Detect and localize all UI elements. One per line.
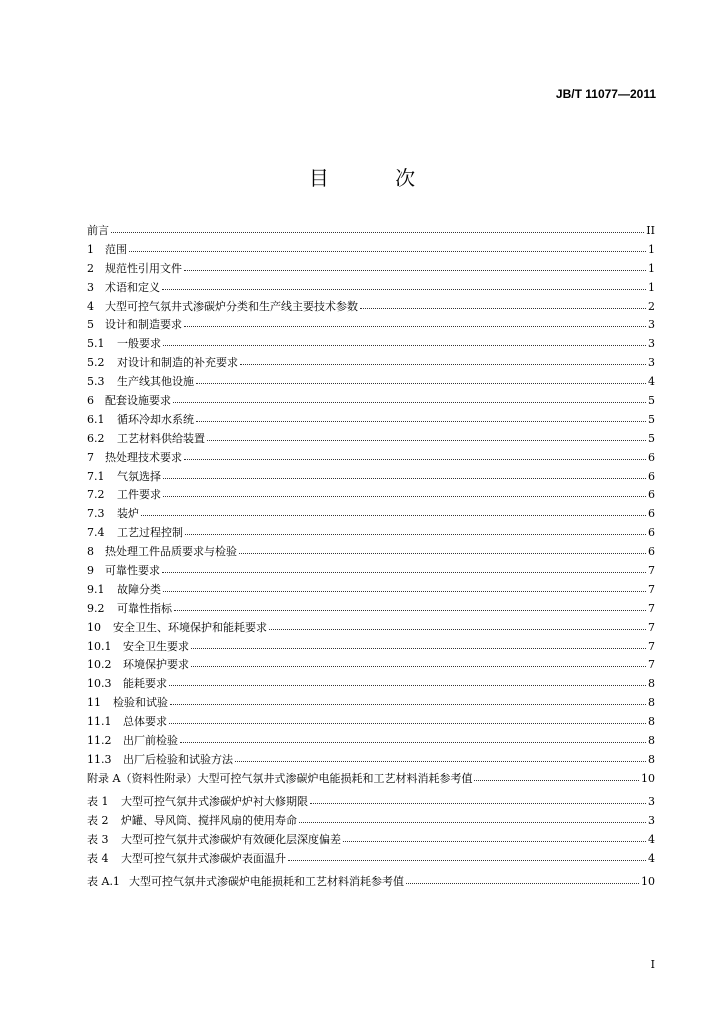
- toc-entry-label: [87, 581, 161, 600]
- toc-dot-leader: [191, 654, 646, 667]
- toc-dot-leader: [163, 466, 646, 479]
- toc-dot-leader: [184, 258, 646, 271]
- toc-entry-text: 大型可控气氛井式渗碳炉分类和生产线主要技术参数: [105, 299, 358, 313]
- toc-entry-label: [87, 793, 308, 812]
- toc-dot-leader: [185, 522, 646, 535]
- toc-entry[interactable]: [87, 750, 655, 769]
- toc-title: 目 次: [308, 166, 446, 190]
- toc-entry-text: 炉罐、导风筒、搅拌风扇的使用寿命: [121, 814, 297, 828]
- toc-entry-text: 总体要求: [123, 715, 167, 729]
- toc-entry-number: 10.2: [87, 658, 112, 672]
- toc-entry-page: 3: [648, 337, 655, 351]
- toc-entry[interactable]: [87, 561, 655, 580]
- toc-entry-page: 10: [641, 771, 655, 785]
- toc-entry-page: 6: [648, 450, 655, 464]
- toc-entry-text: 附录 A（资料性附录）大型可控气氛井式渗碳炉电能损耗和工艺材料消耗参考值: [87, 771, 473, 785]
- toc-list: [87, 221, 655, 891]
- toc-dot-leader: [343, 829, 646, 842]
- toc-dot-leader: [474, 768, 639, 781]
- toc-entry-text: 大型可控气氛井式渗碳炉电能损耗和工艺材料消耗参考值: [129, 875, 404, 889]
- toc-entry-text: 可靠性指标: [117, 601, 172, 615]
- toc-entry-page: 8: [648, 752, 655, 766]
- toc-entry-text: 安全卫生要求: [123, 639, 189, 653]
- toc-entry[interactable]: [87, 221, 655, 240]
- toc-entry-label: [87, 812, 297, 831]
- toc-dot-leader: [288, 848, 646, 861]
- toc-entry-text: 出厂后检验和试验方法: [123, 752, 233, 766]
- toc-entry[interactable]: [87, 448, 655, 467]
- toc-entry-page: 2: [648, 299, 655, 313]
- toc-entry-text: 大型可控气氛井式渗碳炉表面温升: [121, 851, 286, 865]
- toc-dot-leader: [360, 296, 646, 309]
- toc-entry-label: [87, 411, 194, 430]
- toc-entry[interactable]: [87, 769, 655, 788]
- toc-entry[interactable]: [87, 315, 655, 334]
- toc-entry-page: 3: [648, 356, 655, 370]
- toc-entry[interactable]: [87, 811, 655, 830]
- toc-entry-text: 前言: [87, 224, 109, 237]
- toc-entry-page: 7: [648, 564, 655, 578]
- toc-entry-text: 规范性引用文件: [105, 261, 182, 275]
- toc-entry[interactable]: [87, 693, 655, 712]
- toc-entry-text: 设计和制造要求: [105, 318, 182, 332]
- toc-entry-page: 3: [648, 814, 655, 828]
- toc-entry[interactable]: [87, 259, 655, 278]
- toc-entry-page: 1: [648, 280, 655, 294]
- toc-dot-leader: [184, 447, 646, 460]
- toc-entry-label: [87, 638, 189, 657]
- toc-entry-text: 配套设施要求: [105, 394, 171, 408]
- toc-entry-label: [87, 524, 183, 543]
- toc-dot-leader: [240, 352, 646, 365]
- toc-entry-page: 1: [648, 261, 655, 275]
- standard-code: JB/T 11077—2011: [555, 87, 656, 101]
- toc-entry-number: 3: [87, 280, 94, 294]
- toc-entry-text: 大型可控气氛井式渗碳炉有效硬化层深度偏差: [121, 833, 341, 846]
- toc-entry-number: 7.3: [87, 507, 105, 521]
- toc-entry-label: [87, 392, 171, 411]
- toc-entry-text: 热处理技术要求: [105, 450, 182, 464]
- toc-dot-leader: [239, 541, 646, 554]
- toc-entry-label: [87, 751, 233, 770]
- toc-entry-page: 3: [648, 318, 655, 332]
- toc-entry[interactable]: [87, 830, 655, 849]
- toc-entry-label: [87, 713, 167, 732]
- toc-dot-leader: [170, 692, 646, 705]
- toc-entry-text: 检验和试验: [113, 696, 168, 710]
- toc-entry[interactable]: [87, 580, 655, 599]
- toc-entry-text: 对设计和制造的补充要求: [117, 356, 238, 370]
- toc-entry[interactable]: [87, 599, 655, 618]
- toc-dot-leader: [299, 810, 646, 823]
- toc-entry-text: 循环冷却水系统: [117, 412, 194, 426]
- toc-entry-page: 7: [648, 658, 655, 672]
- toc-dot-leader: [163, 579, 646, 592]
- toc-dot-leader: [162, 277, 646, 290]
- toc-dot-leader: [196, 371, 646, 384]
- toc-entry-number: 11.3: [87, 752, 112, 766]
- toc-entry-number: 6.1: [87, 412, 105, 426]
- toc-entry-text: 装炉: [117, 507, 139, 521]
- toc-entry-number: 10: [87, 620, 101, 634]
- toc-entry-text: 出厂前检验: [123, 734, 178, 748]
- toc-entry-number: 8: [87, 545, 94, 559]
- toc-entry-page: 4: [648, 833, 655, 846]
- toc-entry-label: [87, 241, 127, 260]
- toc-entry-number: 10.1: [87, 639, 112, 653]
- toc-entry-page: 8: [648, 715, 655, 729]
- toc-entry[interactable]: [87, 297, 655, 316]
- toc-dot-leader: [174, 598, 646, 611]
- toc-entry-page: 1: [648, 242, 655, 256]
- toc-entry-number: 7.1: [87, 469, 105, 483]
- toc-entry-label: [87, 562, 160, 581]
- toc-entry-text: 范围: [105, 242, 127, 256]
- toc-entry[interactable]: [87, 674, 655, 693]
- toc-entry-label: [87, 222, 109, 241]
- toc-entry-text: 大型可控气氛井式渗碳炉炉衬大修期限: [121, 795, 308, 809]
- toc-entry-label: [87, 279, 160, 298]
- toc-entry-text: 工艺过程控制: [117, 526, 183, 540]
- toc-entry-number: 表 2: [87, 814, 109, 828]
- toc-entry-page: 6: [648, 507, 655, 521]
- toc-entry-text: 能耗要求: [123, 677, 167, 691]
- toc-entry-label: [87, 600, 172, 619]
- toc-entry[interactable]: [87, 391, 655, 410]
- toc-dot-leader: [173, 390, 646, 403]
- toc-dot-leader: [269, 617, 646, 630]
- toc-entry-number: 6: [87, 394, 94, 408]
- toc-entry-number: 1: [87, 242, 94, 256]
- page-number: I: [650, 958, 655, 971]
- toc-entry-label: [87, 873, 404, 892]
- toc-entry-text: 可靠性要求: [105, 564, 160, 578]
- toc-entry-page: 5: [648, 412, 655, 426]
- toc-entry-number: 11.1: [87, 715, 112, 729]
- toc-entry[interactable]: [87, 523, 655, 542]
- toc-entry-number: 11: [87, 696, 101, 710]
- toc-entry-number: 7.4: [87, 526, 105, 540]
- toc-entry-label: [87, 675, 167, 694]
- toc-entry-label: [87, 770, 472, 789]
- toc-entry[interactable]: [87, 872, 655, 891]
- toc-entry-page: 6: [648, 545, 655, 559]
- toc-entry-label: [87, 505, 139, 524]
- toc-entry-page: 8: [648, 696, 655, 710]
- toc-dot-leader: [207, 428, 646, 441]
- toc-entry-number: 7: [87, 450, 94, 464]
- toc-dot-leader: [169, 673, 646, 686]
- toc-entry-text: 工艺材料供给装置: [117, 431, 205, 445]
- toc-entry-number: 9.1: [87, 582, 105, 596]
- toc-entry-number: 5: [87, 318, 94, 332]
- toc-entry-number: 6.2: [87, 431, 105, 445]
- toc-dot-leader: [184, 314, 646, 327]
- toc-dot-leader: [162, 560, 646, 573]
- toc-entry-number: 表 4: [87, 851, 109, 865]
- toc-entry[interactable]: [87, 618, 655, 637]
- toc-entry-page: 7: [648, 601, 655, 615]
- toc-dot-leader: [235, 749, 646, 762]
- toc-entry-page: 8: [648, 734, 655, 748]
- toc-entry-text: 气氛选择: [117, 469, 161, 483]
- toc-entry-page: 7: [648, 620, 655, 634]
- toc-entry-page: 5: [648, 394, 655, 408]
- toc-entry-text: 工件要求: [117, 488, 161, 502]
- toc-entry[interactable]: [87, 731, 655, 750]
- toc-dot-leader: [310, 791, 646, 804]
- toc-entry[interactable]: [87, 712, 655, 731]
- toc-entry-page: 8: [648, 677, 655, 691]
- toc-entry-text: 故障分类: [117, 582, 161, 596]
- toc-entry-page: 6: [648, 488, 655, 502]
- toc-entry-text: 热处理工件品质要求与检验: [105, 545, 237, 559]
- toc-entry-label: [87, 335, 161, 354]
- toc-dot-leader: [169, 711, 646, 724]
- toc-entry-number: 表 3: [87, 833, 109, 846]
- toc-entry-page: 3: [648, 795, 655, 809]
- toc-entry-number: 9.2: [87, 601, 105, 615]
- toc-entry-page: II: [646, 224, 655, 237]
- toc-entry-page: 5: [648, 431, 655, 445]
- toc-entry-text: 一般要求: [117, 337, 161, 351]
- toc-entry[interactable]: [87, 542, 655, 561]
- toc-entry-number: 11.2: [87, 734, 112, 748]
- toc-entry[interactable]: [87, 372, 655, 391]
- toc-entry-page: 4: [648, 375, 655, 389]
- toc-entry-number: 2: [87, 261, 94, 275]
- toc-entry-label: [87, 732, 178, 751]
- toc-entry[interactable]: [87, 485, 655, 504]
- toc-entry[interactable]: [87, 278, 655, 297]
- toc-entry[interactable]: [87, 792, 655, 811]
- toc-entry-page: 6: [648, 526, 655, 540]
- toc-entry[interactable]: [87, 467, 655, 486]
- toc-dot-leader: [129, 239, 646, 252]
- toc-entry-label: [87, 850, 286, 869]
- toc-entry-page: 10: [641, 875, 655, 889]
- toc-dot-leader: [141, 503, 646, 516]
- toc-entry-number: 表 1: [87, 795, 109, 809]
- toc-entry-number: 7.2: [87, 488, 105, 502]
- toc-entry[interactable]: [87, 849, 655, 868]
- toc-dot-leader: [163, 333, 646, 346]
- toc-entry-page: 4: [648, 851, 655, 865]
- toc-dot-leader: [163, 484, 646, 497]
- toc-entry[interactable]: [87, 504, 655, 523]
- toc-entry[interactable]: [87, 637, 655, 656]
- toc-entry-page: 7: [648, 639, 655, 653]
- toc-entry[interactable]: [87, 410, 655, 429]
- toc-entry-text: 安全卫生、环境保护和能耗要求: [113, 620, 267, 634]
- toc-entry[interactable]: [87, 334, 655, 353]
- toc-entry-number: 10.3: [87, 677, 112, 691]
- toc-dot-leader: [191, 636, 646, 649]
- toc-entry-number: 5.2: [87, 356, 105, 370]
- toc-entry[interactable]: [87, 429, 655, 448]
- toc-dot-leader: [406, 871, 639, 884]
- toc-entry-text: 生产线其他设施: [117, 375, 194, 389]
- toc-entry-page: 7: [648, 582, 655, 596]
- toc-entry-number: 9: [87, 564, 94, 578]
- toc-entry-text: 环境保护要求: [123, 658, 189, 672]
- toc-entry[interactable]: [87, 240, 655, 259]
- toc-entry-number: 5.3: [87, 375, 105, 389]
- toc-entry-text: 术语和定义: [105, 280, 160, 294]
- toc-entry[interactable]: [87, 353, 655, 372]
- toc-entry-label: [87, 694, 168, 713]
- toc-entry-label: [87, 468, 161, 487]
- toc-entry[interactable]: [87, 655, 655, 674]
- toc-entry-number: 表 A.1: [87, 875, 120, 889]
- toc-entry-number: 4: [87, 299, 94, 313]
- toc-dot-leader: [180, 730, 646, 743]
- toc-dot-leader: [111, 220, 644, 233]
- toc-dot-leader: [196, 409, 646, 422]
- toc-entry-page: 6: [648, 469, 655, 483]
- toc-entry-number: 5.1: [87, 337, 105, 351]
